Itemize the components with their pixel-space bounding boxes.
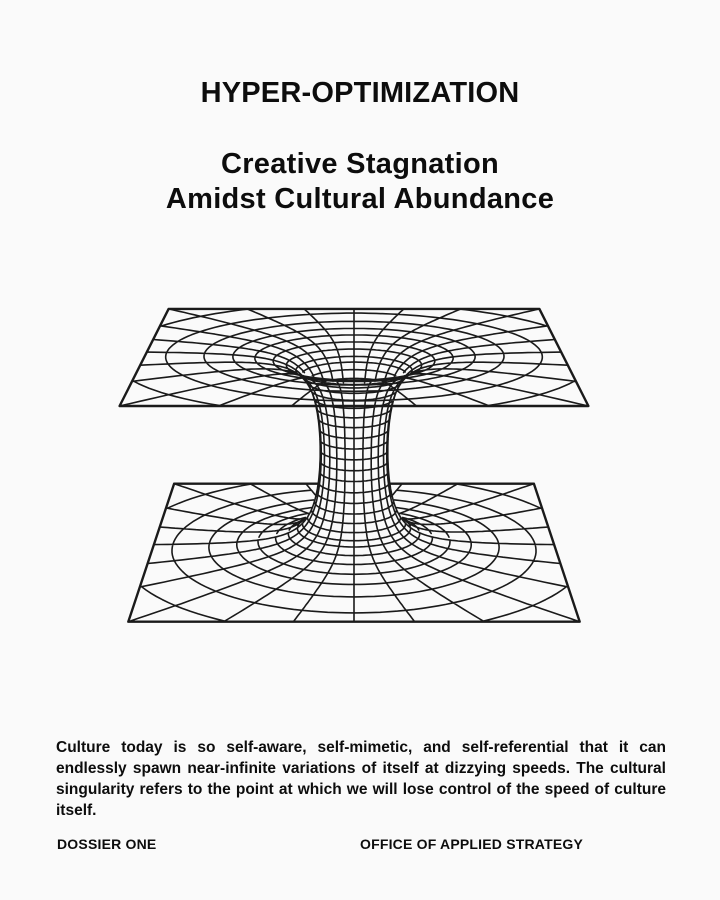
footer-dossier-label: DOSSIER ONE [57, 836, 157, 852]
wormhole-gridlines [120, 309, 589, 622]
subtitle-line-1: Creative Stagnation [220, 148, 500, 180]
page-title: HYPER-OPTIMIZATION [200, 77, 520, 109]
footer-office-label: OFFICE OF APPLIED STRATEGY [360, 836, 583, 852]
subtitle-line-2: Amidst Cultural Abundance [165, 183, 555, 215]
wormhole-plane-edges [120, 309, 589, 622]
page-subtitle [0, 147, 720, 217]
body-paragraph: Culture today is so self-aware, self-mimetic, and self-referential that it can endlessly spawn near-infinite variations of itself at dizzying speeds. The cultural singularity refers to the point at which we will lose control of the speed of culture itself. [56, 738, 666, 819]
